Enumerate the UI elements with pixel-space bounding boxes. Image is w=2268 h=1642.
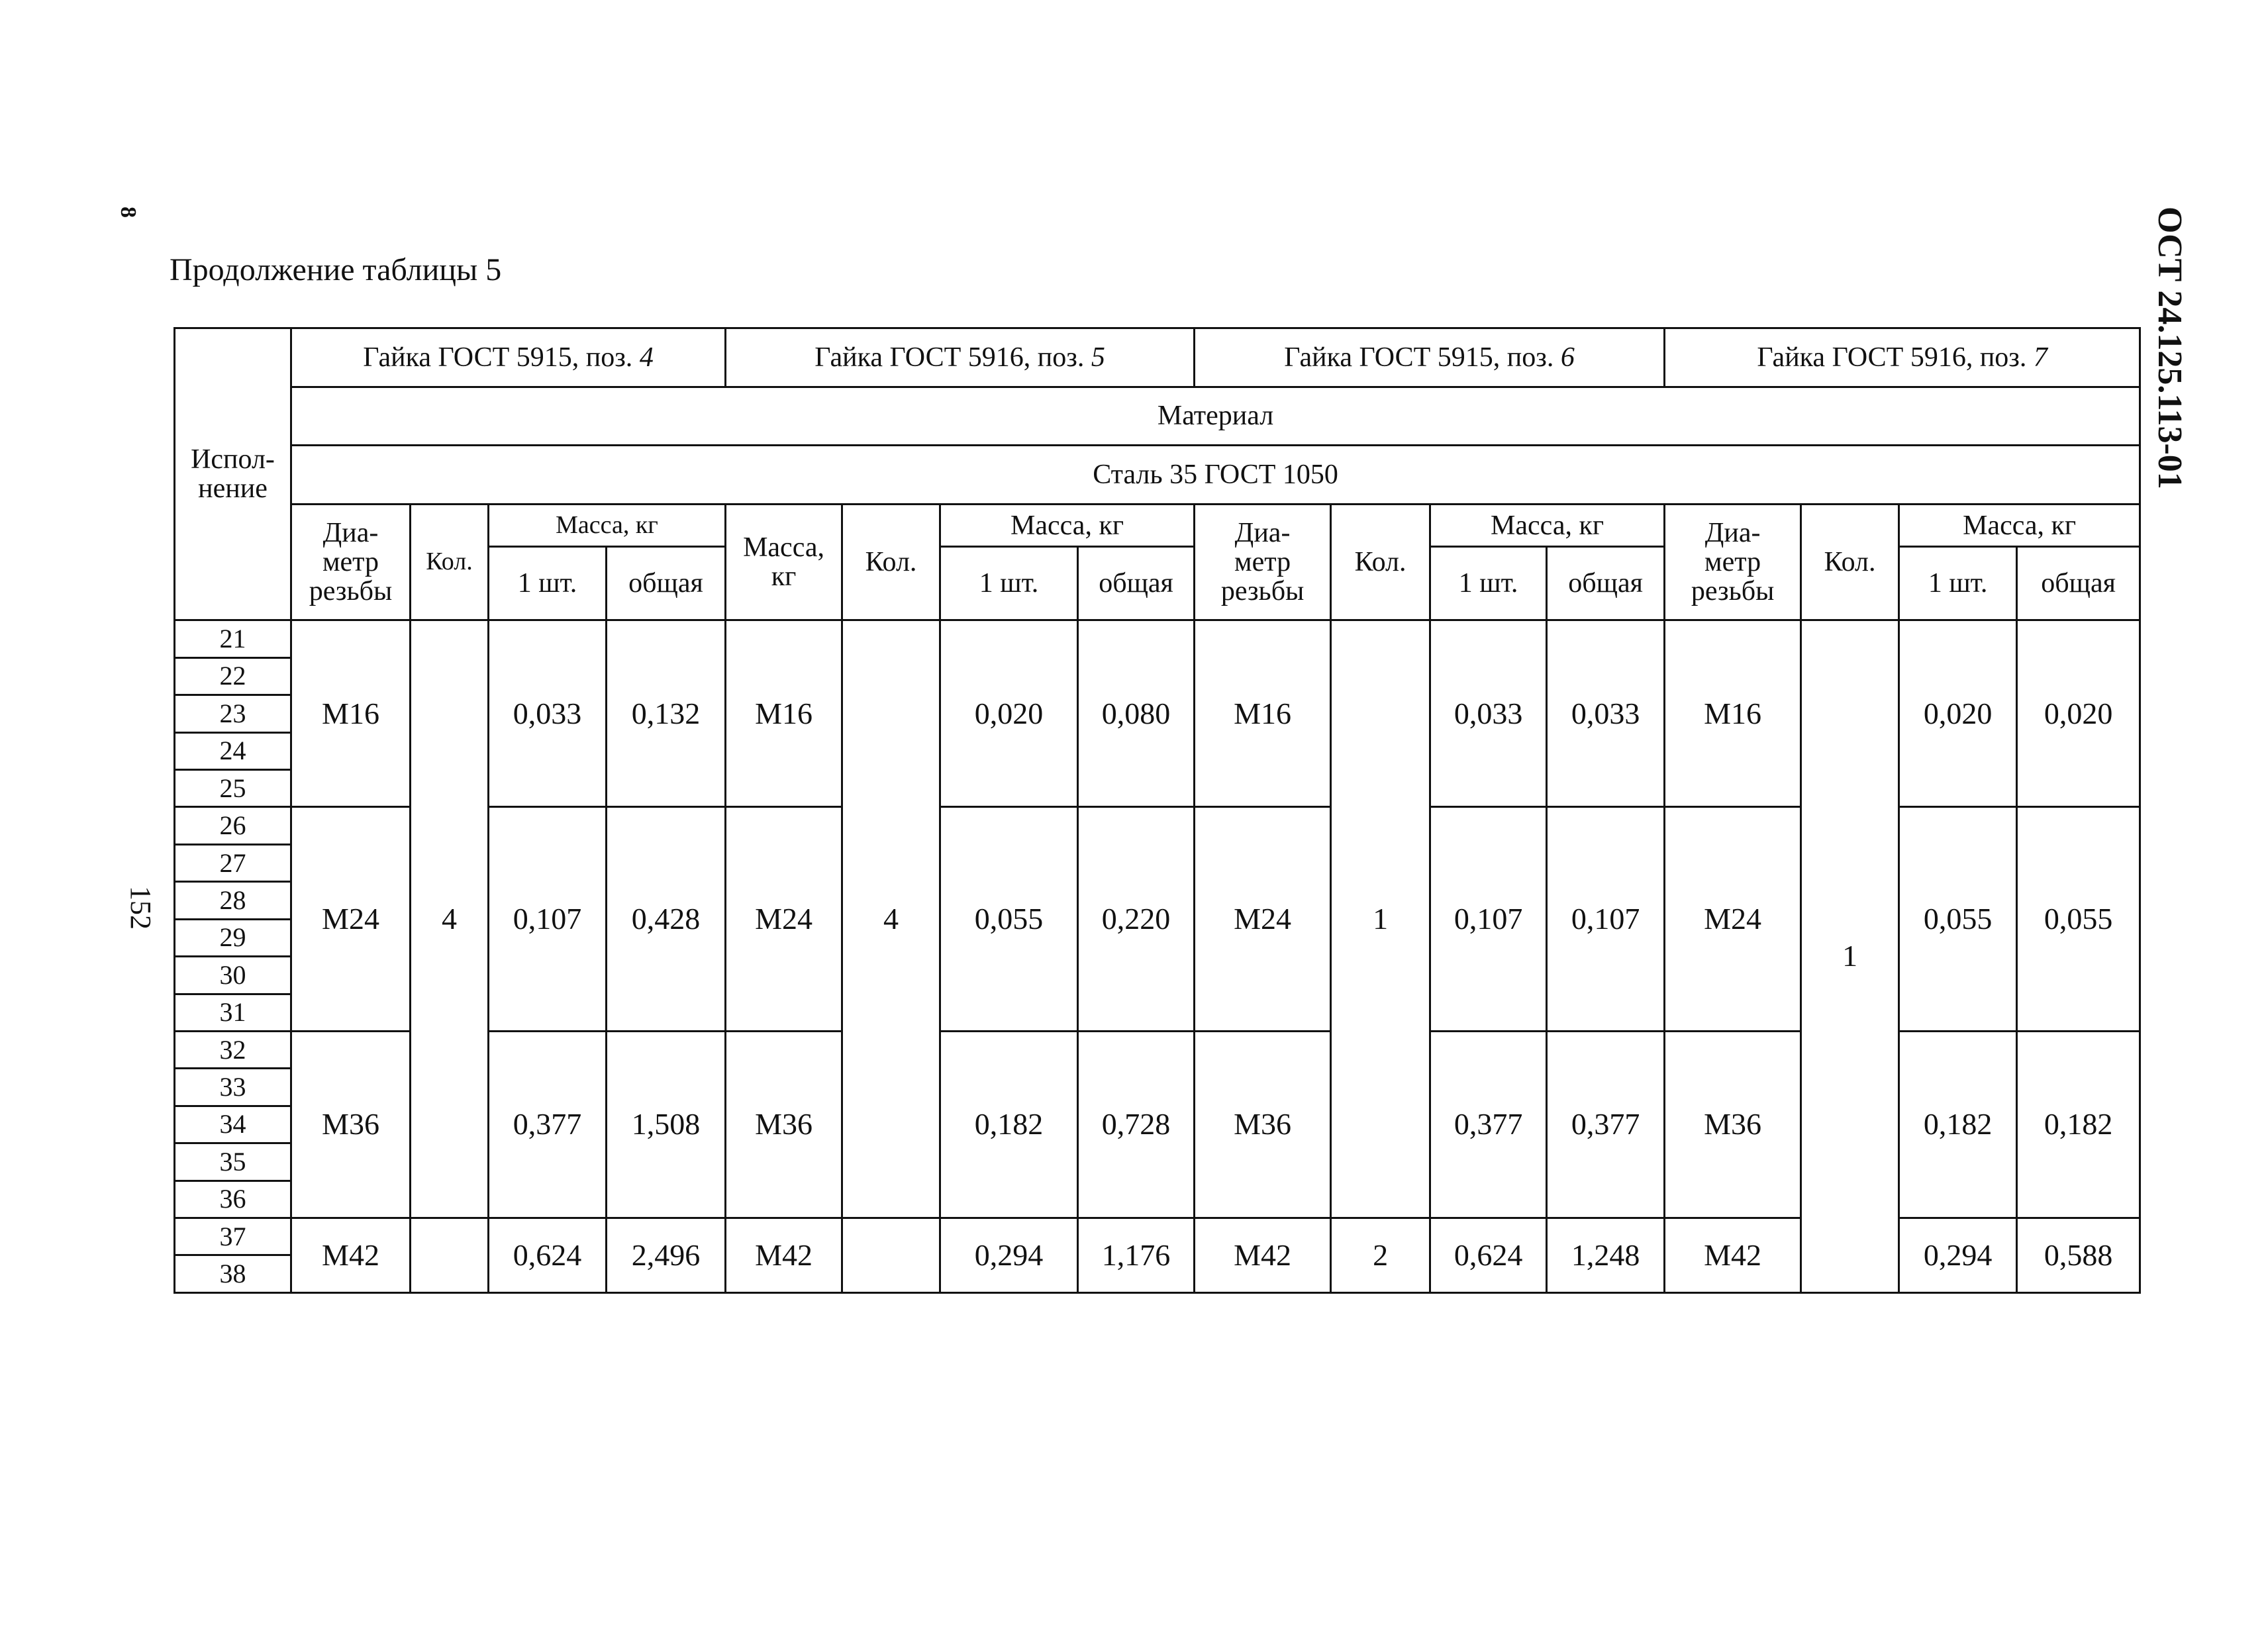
mass-one-cell: 0,182 bbox=[1899, 1031, 2017, 1218]
mass-one-cell: 0,294 bbox=[1899, 1218, 2017, 1293]
thread-cell: М16 bbox=[726, 620, 842, 807]
mass-one-cell: 0,624 bbox=[1430, 1218, 1547, 1293]
thread-cell: М42 bbox=[291, 1218, 411, 1293]
mass-total-cell: 0,728 bbox=[1078, 1031, 1195, 1218]
header-mass-pos7: Масса, кг bbox=[1899, 504, 2140, 546]
variant-cell: 38 bbox=[175, 1255, 291, 1293]
variant-cell: 30 bbox=[175, 957, 291, 994]
variant-cell: 24 bbox=[175, 732, 291, 769]
thread-cell: М16 bbox=[1195, 620, 1331, 807]
mass-one-cell: 0,020 bbox=[1899, 620, 2017, 807]
document-code: ОСТ 24.125.113-01 bbox=[2151, 207, 2189, 489]
qty-cell-pos7: 1 bbox=[1801, 620, 1899, 1293]
mass-total-cell: 0,033 bbox=[1547, 620, 1665, 807]
header-group-pos7: Гайка ГОСТ 5916, поз. 7 bbox=[1665, 328, 2140, 387]
mass-total-cell: 0,107 bbox=[1547, 807, 1665, 1032]
qty-cell-pos5: 4 bbox=[842, 620, 940, 1218]
header-qty-pos7: Кол. bbox=[1801, 504, 1899, 620]
qty-cell-pos4-end bbox=[411, 1218, 489, 1293]
mass-total-cell: 0,588 bbox=[2017, 1218, 2140, 1293]
header-material: Материал bbox=[291, 387, 2140, 446]
variant-cell: 28 bbox=[175, 882, 291, 919]
specification-table bbox=[173, 327, 2141, 1294]
variant-cell: 34 bbox=[175, 1106, 291, 1143]
variant-cell: 22 bbox=[175, 657, 291, 695]
mass-one-cell: 0,377 bbox=[1430, 1031, 1547, 1218]
header-diameter-pos6: Диа- метр резьбы bbox=[1195, 504, 1331, 620]
mass-total-cell: 1,176 bbox=[1078, 1218, 1195, 1293]
header-qty-pos4: Кол. bbox=[411, 504, 489, 620]
mass-total-cell: 0,377 bbox=[1547, 1031, 1665, 1218]
mass-one-cell: 0,055 bbox=[940, 807, 1078, 1032]
mass-one-cell: 0,182 bbox=[940, 1031, 1078, 1218]
header-one-pos7: 1 шт. bbox=[1899, 547, 2017, 620]
header-qty-pos5: Кол. bbox=[842, 504, 940, 620]
thread-cell: М42 bbox=[1195, 1218, 1331, 1293]
thread-cell: М24 bbox=[726, 807, 842, 1032]
qty-cell-pos4: 4 bbox=[411, 620, 489, 1218]
mass-one-cell: 0,107 bbox=[489, 807, 607, 1032]
thread-cell: М36 bbox=[291, 1031, 411, 1218]
thread-cell: М24 bbox=[1665, 807, 1801, 1032]
header-mass-pos6: Масса, кг bbox=[1430, 504, 1665, 546]
mass-total-cell: 0,080 bbox=[1078, 620, 1195, 807]
mass-total-cell: 1,508 bbox=[607, 1031, 726, 1218]
header-variant: Испол- нение bbox=[175, 328, 291, 620]
variant-cell: 33 bbox=[175, 1069, 291, 1106]
header-group-pos6: Гайка ГОСТ 5915, поз. 6 bbox=[1195, 328, 1665, 387]
mass-one-cell: 0,055 bbox=[1899, 807, 2017, 1032]
mass-one-cell: 0,294 bbox=[940, 1218, 1078, 1293]
mass-one-cell: 0,033 bbox=[489, 620, 607, 807]
mass-one-cell: 0,624 bbox=[489, 1218, 607, 1293]
variant-cell: 27 bbox=[175, 844, 291, 881]
table-caption: Продолжение таблицы 5 bbox=[170, 252, 502, 287]
variant-cell: 31 bbox=[175, 994, 291, 1031]
header-group-pos4: Гайка ГОСТ 5915, поз. 4 bbox=[291, 328, 726, 387]
header-total-pos6: общая bbox=[1547, 547, 1665, 620]
header-total-pos4: общая bbox=[607, 547, 726, 620]
thread-cell: М24 bbox=[1195, 807, 1331, 1032]
header-mass-pos5: Масса, кг bbox=[726, 504, 842, 620]
mass-total-cell: 0,220 bbox=[1078, 807, 1195, 1032]
header-group-pos5: Гайка ГОСТ 5916, поз. 5 bbox=[726, 328, 1195, 387]
header-qty-pos6: Кол. bbox=[1331, 504, 1430, 620]
variant-cell: 26 bbox=[175, 807, 291, 844]
variant-cell: 35 bbox=[175, 1143, 291, 1181]
thread-cell: М24 bbox=[291, 807, 411, 1032]
header-mass-pos4: Масса, кг bbox=[489, 504, 726, 546]
page-number: 152 bbox=[124, 886, 157, 930]
mass-total-cell: 0,132 bbox=[607, 620, 726, 807]
mass-one-cell: 0,377 bbox=[489, 1031, 607, 1218]
variant-cell: 25 bbox=[175, 769, 291, 806]
header-total-pos7: общая bbox=[2017, 547, 2140, 620]
variant-cell: 32 bbox=[175, 1031, 291, 1068]
mass-total-cell: 0,428 bbox=[607, 807, 726, 1032]
thread-cell: М36 bbox=[726, 1031, 842, 1218]
page-mark: 8 bbox=[116, 207, 140, 218]
header-total-pos5: общая bbox=[1078, 547, 1195, 620]
thread-cell: М36 bbox=[1195, 1031, 1331, 1218]
thread-cell: М42 bbox=[1665, 1218, 1801, 1293]
thread-cell: М16 bbox=[291, 620, 411, 807]
thread-cell: М16 bbox=[1665, 620, 1801, 807]
variant-cell: 37 bbox=[175, 1218, 291, 1255]
mass-total-cell: 2,496 bbox=[607, 1218, 726, 1293]
header-diameter-pos4: Диа- метр резьбы bbox=[291, 504, 411, 620]
mass-one-cell: 0,020 bbox=[940, 620, 1078, 807]
header-one-pos5: 1 шт. bbox=[940, 547, 1078, 620]
mass-total-cell: 0,182 bbox=[2017, 1031, 2140, 1218]
header-material-value: Сталь 35 ГОСТ 1050 bbox=[291, 446, 2140, 505]
qty-cell-pos6: 1 bbox=[1331, 620, 1430, 1218]
mass-total-cell: 0,020 bbox=[2017, 620, 2140, 807]
qty-cell-pos6-last: 2 bbox=[1331, 1218, 1430, 1293]
variant-cell: 36 bbox=[175, 1181, 291, 1218]
mass-one-cell: 0,033 bbox=[1430, 620, 1547, 807]
mass-one-cell: 0,107 bbox=[1430, 807, 1547, 1032]
thread-cell: М36 bbox=[1665, 1031, 1801, 1218]
header-mass-pos5b: Масса, кг bbox=[940, 504, 1195, 546]
mass-total-cell: 0,055 bbox=[2017, 807, 2140, 1032]
variant-cell: 29 bbox=[175, 919, 291, 956]
header-one-pos6: 1 шт. bbox=[1430, 547, 1547, 620]
thread-cell: М42 bbox=[726, 1218, 842, 1293]
header-diameter-pos7: Диа- метр резьбы bbox=[1665, 504, 1801, 620]
qty-cell-pos5-end bbox=[842, 1218, 940, 1293]
variant-cell: 21 bbox=[175, 620, 291, 657]
header-one-pos4: 1 шт. bbox=[489, 547, 607, 620]
variant-cell: 23 bbox=[175, 695, 291, 732]
mass-total-cell: 1,248 bbox=[1547, 1218, 1665, 1293]
